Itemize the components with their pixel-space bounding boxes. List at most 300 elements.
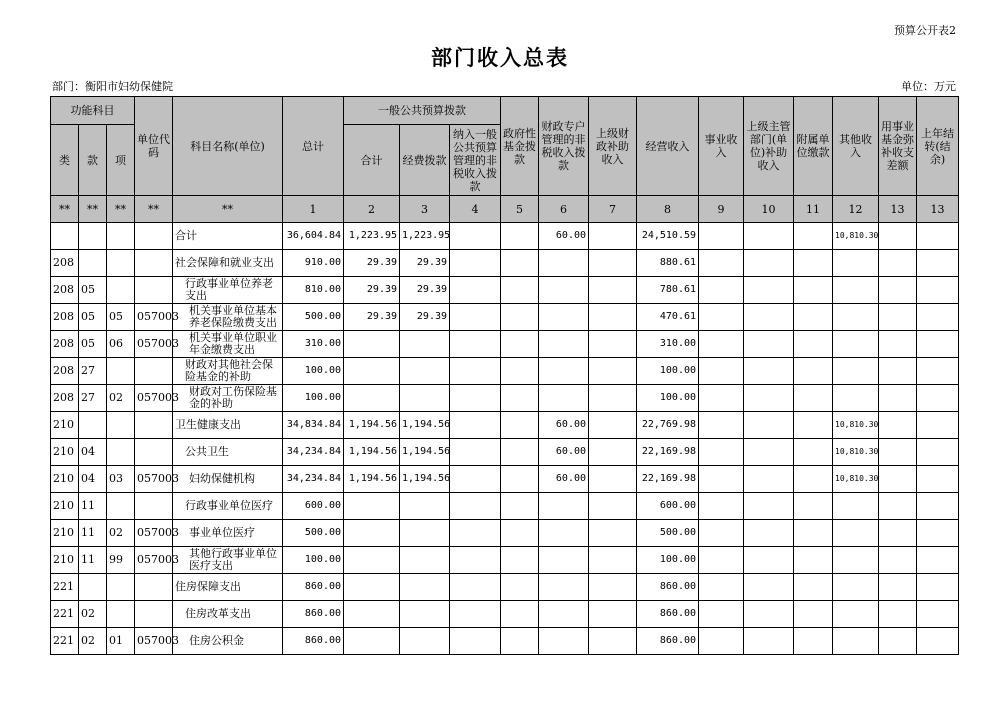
cell-carryover <box>917 466 959 493</box>
cell-unit-code: 057003 <box>135 466 173 493</box>
cell-xiang <box>107 601 135 628</box>
cell-xiang <box>107 574 135 601</box>
cell-carryover <box>917 304 959 331</box>
cell-funding <box>400 547 450 574</box>
cell-career <box>699 412 744 439</box>
cell-superior-dept <box>744 412 794 439</box>
cell-reserve-fund <box>879 250 917 277</box>
cell-reserve-fund <box>879 331 917 358</box>
cell-subtotal <box>344 547 400 574</box>
cell-reserve-fund <box>879 385 917 412</box>
cell-other: 10,810.30 <box>833 439 879 466</box>
cell-fiscal-special <box>539 547 589 574</box>
cell-kuan: 05 <box>79 304 107 331</box>
cell-unit-code <box>135 277 173 304</box>
column-index-cell: 2 <box>344 196 400 223</box>
cell-operating: 600.00 <box>637 493 699 520</box>
cell-nontax-in <box>450 574 501 601</box>
cell-kuan: 27 <box>79 385 107 412</box>
cell-carryover <box>917 493 959 520</box>
cell-superior-dept <box>744 493 794 520</box>
cell-subtotal: 1,194.56 <box>344 439 400 466</box>
cell-superior-fiscal <box>589 385 637 412</box>
cell-lei: 208 <box>51 385 79 412</box>
cell-kuan: 11 <box>79 547 107 574</box>
cell-gov-fund <box>501 277 539 304</box>
cell-fiscal-special <box>539 304 589 331</box>
cell-fiscal-special: 60.00 <box>539 439 589 466</box>
cell-other: 10,810.30 <box>833 223 879 250</box>
cell-gov-fund <box>501 439 539 466</box>
cell-kuan: 11 <box>79 520 107 547</box>
cell-lei: 210 <box>51 439 79 466</box>
cell-fiscal-special <box>539 358 589 385</box>
cell-reserve-fund <box>879 358 917 385</box>
table-row <box>51 493 959 520</box>
cell-unit-code <box>135 412 173 439</box>
cell-kuan: 02 <box>79 601 107 628</box>
cell-superior-fiscal <box>589 493 637 520</box>
cell-total: 860.00 <box>283 574 344 601</box>
cell-career <box>699 466 744 493</box>
cell-nontax-in <box>450 277 501 304</box>
cell-superior-dept <box>744 223 794 250</box>
cell-superior-dept <box>744 520 794 547</box>
cell-operating: 470.61 <box>637 304 699 331</box>
cell-xiang: 02 <box>107 385 135 412</box>
cell-fiscal-special <box>539 628 589 655</box>
column-index-cell: ** <box>135 196 173 223</box>
table-row <box>51 412 959 439</box>
cell-carryover <box>917 547 959 574</box>
cell-kuan <box>79 250 107 277</box>
table-row <box>51 250 959 277</box>
column-index-cell: ** <box>107 196 135 223</box>
cell-career <box>699 520 744 547</box>
cell-other <box>833 250 879 277</box>
cell-subject-name: 合计 <box>173 223 283 250</box>
cell-carryover <box>917 223 959 250</box>
cell-funding: 1,194.56 <box>400 439 450 466</box>
cell-operating: 100.00 <box>637 385 699 412</box>
cell-operating: 100.00 <box>637 358 699 385</box>
cell-affiliated <box>794 601 833 628</box>
cell-xiang: 03 <box>107 466 135 493</box>
cell-fiscal-special <box>539 277 589 304</box>
cell-subtotal: 29.39 <box>344 250 400 277</box>
cell-lei: 210 <box>51 520 79 547</box>
cell-superior-fiscal <box>589 358 637 385</box>
page-title: 部门收入总表 <box>431 46 569 70</box>
cell-fiscal-special <box>539 574 589 601</box>
cell-unit-code <box>135 223 173 250</box>
header-fiscal-special: 财政专户管理的非税收入拨款 <box>539 97 589 196</box>
cell-unit-code <box>135 574 173 601</box>
cell-total: 100.00 <box>283 358 344 385</box>
cell-funding <box>400 628 450 655</box>
cell-reserve-fund <box>879 412 917 439</box>
cell-carryover <box>917 277 959 304</box>
column-index-cell: 12 <box>833 196 879 223</box>
cell-affiliated <box>794 331 833 358</box>
cell-career <box>699 493 744 520</box>
cell-total: 910.00 <box>283 250 344 277</box>
cell-subject-name: 行政事业单位医疗 <box>173 493 283 520</box>
cell-total: 860.00 <box>283 628 344 655</box>
cell-subtotal <box>344 520 400 547</box>
column-index-cell: ** <box>51 196 79 223</box>
cell-affiliated <box>794 385 833 412</box>
cell-gov-fund <box>501 547 539 574</box>
cell-carryover <box>917 412 959 439</box>
cell-operating: 22,169.98 <box>637 439 699 466</box>
column-index-cell: 7 <box>589 196 637 223</box>
cell-total: 310.00 <box>283 331 344 358</box>
cell-nontax-in <box>450 439 501 466</box>
cell-nontax-in <box>450 250 501 277</box>
header-kuan: 款 <box>79 125 107 196</box>
cell-gov-fund <box>501 223 539 250</box>
cell-subject-name: 住房改革支出 <box>173 601 283 628</box>
cell-subject-name: 卫生健康支出 <box>173 412 283 439</box>
cell-reserve-fund <box>879 547 917 574</box>
table-row <box>51 385 959 412</box>
cell-fiscal-special <box>539 520 589 547</box>
header-superior-fiscal: 上级财政补助收入 <box>589 97 637 196</box>
cell-superior-fiscal <box>589 520 637 547</box>
cell-subtotal <box>344 574 400 601</box>
cell-career <box>699 304 744 331</box>
cell-lei: 221 <box>51 574 79 601</box>
column-index-cell: 13 <box>879 196 917 223</box>
cell-xiang: 01 <box>107 628 135 655</box>
cell-superior-fiscal <box>589 250 637 277</box>
cell-total: 500.00 <box>283 304 344 331</box>
cell-gov-fund <box>501 466 539 493</box>
cell-unit-code <box>135 250 173 277</box>
cell-subject-name: 事业单位医疗 <box>173 520 283 547</box>
cell-operating: 780.61 <box>637 277 699 304</box>
cell-kuan: 11 <box>79 493 107 520</box>
cell-operating: 500.00 <box>637 520 699 547</box>
cell-xiang <box>107 223 135 250</box>
cell-xiang <box>107 439 135 466</box>
cell-total: 34,834.84 <box>283 412 344 439</box>
cell-operating: 310.00 <box>637 331 699 358</box>
cell-subject-name: 公共卫生 <box>173 439 283 466</box>
cell-fiscal-special: 60.00 <box>539 223 589 250</box>
cell-xiang <box>107 277 135 304</box>
cell-reserve-fund <box>879 493 917 520</box>
cell-other <box>833 331 879 358</box>
cell-xiang <box>107 412 135 439</box>
cell-subtotal: 1,194.56 <box>344 412 400 439</box>
header-funding: 经费拨款 <box>400 125 450 196</box>
cell-affiliated <box>794 520 833 547</box>
cell-xiang: 02 <box>107 520 135 547</box>
unit-label: 单位：万元 <box>901 80 956 93</box>
column-index-cell: 11 <box>794 196 833 223</box>
cell-lei: 210 <box>51 547 79 574</box>
cell-unit-code: 057003 <box>135 520 173 547</box>
cell-lei: 208 <box>51 250 79 277</box>
cell-gov-fund <box>501 385 539 412</box>
cell-operating: 22,169.98 <box>637 466 699 493</box>
cell-superior-dept <box>744 304 794 331</box>
header-unit-code: 单位代码 <box>135 97 173 196</box>
cell-subject-name: 社会保障和就业支出 <box>173 250 283 277</box>
cell-lei <box>51 223 79 250</box>
cell-unit-code: 057003 <box>135 547 173 574</box>
table-row <box>51 439 959 466</box>
cell-carryover <box>917 385 959 412</box>
cell-operating: 880.61 <box>637 250 699 277</box>
cell-subtotal <box>344 331 400 358</box>
cell-reserve-fund <box>879 520 917 547</box>
cell-funding: 1,194.56 <box>400 412 450 439</box>
cell-fiscal-special <box>539 493 589 520</box>
cell-total: 100.00 <box>283 547 344 574</box>
cell-lei: 210 <box>51 466 79 493</box>
column-index-cell: 10 <box>744 196 794 223</box>
header-carryover: 上年结转(结余) <box>917 97 959 196</box>
cell-fiscal-special <box>539 331 589 358</box>
column-index-cell: 8 <box>637 196 699 223</box>
cell-subject-name: 财政对工伤保险基金的补助 <box>173 385 283 412</box>
cell-superior-fiscal <box>589 331 637 358</box>
cell-funding <box>400 331 450 358</box>
cell-total: 34,234.84 <box>283 439 344 466</box>
cell-gov-fund <box>501 358 539 385</box>
table-row <box>51 520 959 547</box>
cell-superior-dept <box>744 439 794 466</box>
cell-kuan: 05 <box>79 277 107 304</box>
cell-nontax-in <box>450 628 501 655</box>
cell-nontax-in <box>450 520 501 547</box>
cell-operating: 860.00 <box>637 601 699 628</box>
cell-reserve-fund <box>879 628 917 655</box>
cell-career <box>699 628 744 655</box>
cell-lei: 208 <box>51 331 79 358</box>
cell-xiang: 06 <box>107 331 135 358</box>
cell-superior-fiscal <box>589 223 637 250</box>
cell-gov-fund <box>501 493 539 520</box>
cell-affiliated <box>794 304 833 331</box>
cell-other <box>833 628 879 655</box>
cell-subject-name: 财政对其他社会保险基金的补助 <box>173 358 283 385</box>
column-index-cell: ** <box>173 196 283 223</box>
cell-carryover <box>917 439 959 466</box>
cell-affiliated <box>794 466 833 493</box>
header-gov-fund: 政府性基金拨款 <box>501 97 539 196</box>
cell-operating: 22,769.98 <box>637 412 699 439</box>
cell-affiliated <box>794 628 833 655</box>
cell-unit-code <box>135 601 173 628</box>
cell-nontax-in <box>450 358 501 385</box>
column-index-cell: 13 <box>917 196 959 223</box>
cell-operating: 860.00 <box>637 574 699 601</box>
table-row <box>51 277 959 304</box>
cell-unit-code <box>135 358 173 385</box>
cell-nontax-in <box>450 385 501 412</box>
cell-superior-dept <box>744 547 794 574</box>
column-index-cell: 1 <box>283 196 344 223</box>
cell-gov-fund <box>501 520 539 547</box>
cell-lei: 208 <box>51 358 79 385</box>
cell-funding <box>400 574 450 601</box>
cell-superior-fiscal <box>589 466 637 493</box>
cell-kuan: 04 <box>79 439 107 466</box>
cell-subject-name: 住房保障支出 <box>173 574 283 601</box>
cell-unit-code: 057003 <box>135 331 173 358</box>
cell-unit-code <box>135 493 173 520</box>
cell-career <box>699 385 744 412</box>
cell-subtotal <box>344 601 400 628</box>
cell-funding <box>400 493 450 520</box>
cell-kuan <box>79 574 107 601</box>
cell-carryover <box>917 601 959 628</box>
cell-xiang: 99 <box>107 547 135 574</box>
cell-gov-fund <box>501 574 539 601</box>
cell-reserve-fund <box>879 277 917 304</box>
cell-xiang <box>107 250 135 277</box>
cell-funding <box>400 601 450 628</box>
cell-subtotal <box>344 493 400 520</box>
cell-operating: 100.00 <box>637 547 699 574</box>
cell-other <box>833 277 879 304</box>
cell-funding: 29.39 <box>400 277 450 304</box>
cell-career <box>699 223 744 250</box>
income-summary-table <box>50 96 959 655</box>
header-subject-name: 科目名称(单位) <box>173 97 283 196</box>
cell-nontax-in <box>450 547 501 574</box>
cell-superior-fiscal <box>589 277 637 304</box>
cell-superior-dept <box>744 331 794 358</box>
cell-subtotal: 29.39 <box>344 277 400 304</box>
column-index-cell: 4 <box>450 196 501 223</box>
cell-lei: 208 <box>51 304 79 331</box>
cell-affiliated <box>794 574 833 601</box>
header-func-subject: 功能科目 <box>51 97 135 125</box>
cell-superior-dept <box>744 250 794 277</box>
cell-funding: 29.39 <box>400 250 450 277</box>
cell-career <box>699 358 744 385</box>
cell-nontax-in <box>450 493 501 520</box>
cell-affiliated <box>794 439 833 466</box>
cell-affiliated <box>794 358 833 385</box>
cell-funding: 29.39 <box>400 304 450 331</box>
header-xiang: 项 <box>107 125 135 196</box>
table-row <box>51 628 959 655</box>
cell-total: 600.00 <box>283 493 344 520</box>
cell-carryover <box>917 331 959 358</box>
table-row <box>51 466 959 493</box>
table-row <box>51 304 959 331</box>
cell-gov-fund <box>501 250 539 277</box>
header-lei: 类 <box>51 125 79 196</box>
cell-unit-code: 057003 <box>135 385 173 412</box>
header-operating: 经营收入 <box>637 97 699 196</box>
cell-superior-fiscal <box>589 547 637 574</box>
cell-career <box>699 439 744 466</box>
cell-superior-dept <box>744 601 794 628</box>
cell-superior-fiscal <box>589 439 637 466</box>
cell-subject-name: 其他行政事业单位医疗支出 <box>173 547 283 574</box>
cell-nontax-in <box>450 601 501 628</box>
cell-gov-fund <box>501 331 539 358</box>
table-row <box>51 331 959 358</box>
cell-superior-fiscal <box>589 574 637 601</box>
cell-other <box>833 493 879 520</box>
cell-total: 36,604.84 <box>283 223 344 250</box>
cell-nontax-in <box>450 412 501 439</box>
cell-other: 10,810.30 <box>833 466 879 493</box>
header-nontax-in: 纳入一般公共预算管理的非税收入拨款 <box>450 125 501 196</box>
cell-superior-fiscal <box>589 412 637 439</box>
cell-affiliated <box>794 223 833 250</box>
cell-xiang <box>107 493 135 520</box>
cell-superior-dept <box>744 277 794 304</box>
cell-funding <box>400 358 450 385</box>
cell-kuan: 27 <box>79 358 107 385</box>
cell-total: 500.00 <box>283 520 344 547</box>
table-row <box>51 601 959 628</box>
cell-career <box>699 277 744 304</box>
cell-fiscal-special: 60.00 <box>539 412 589 439</box>
cell-funding: 1,223.95 <box>400 223 450 250</box>
cell-affiliated <box>794 250 833 277</box>
cell-subject-name: 住房公积金 <box>173 628 283 655</box>
cell-gov-fund <box>501 304 539 331</box>
header-subtotal: 合计 <box>344 125 400 196</box>
cell-career <box>699 250 744 277</box>
header-affiliated: 附属单位缴款 <box>794 97 833 196</box>
cell-reserve-fund <box>879 601 917 628</box>
header-reserve-fund: 用事业基金弥补收支差额 <box>879 97 917 196</box>
header-superior-dept: 上级主管部门(单位)补助收入 <box>744 97 794 196</box>
cell-lei: 221 <box>51 628 79 655</box>
column-index-cell: 6 <box>539 196 589 223</box>
cell-lei: 210 <box>51 412 79 439</box>
cell-fiscal-special <box>539 385 589 412</box>
cell-fiscal-special <box>539 601 589 628</box>
cell-unit-code: 057003 <box>135 304 173 331</box>
cell-superior-dept <box>744 628 794 655</box>
cell-reserve-fund <box>879 466 917 493</box>
header-total: 总计 <box>283 97 344 196</box>
cell-subtotal <box>344 385 400 412</box>
cell-reserve-fund <box>879 223 917 250</box>
cell-superior-dept <box>744 466 794 493</box>
cell-subtotal: 29.39 <box>344 304 400 331</box>
cell-affiliated <box>794 547 833 574</box>
cell-total: 860.00 <box>283 601 344 628</box>
cell-other <box>833 574 879 601</box>
cell-affiliated <box>794 277 833 304</box>
cell-affiliated <box>794 412 833 439</box>
cell-lei: 221 <box>51 601 79 628</box>
cell-subject-name: 机关事业单位职业年金缴费支出 <box>173 331 283 358</box>
cell-superior-fiscal <box>589 304 637 331</box>
cell-nontax-in <box>450 331 501 358</box>
cell-total: 100.00 <box>283 385 344 412</box>
cell-carryover <box>917 520 959 547</box>
cell-fiscal-special: 60.00 <box>539 466 589 493</box>
column-index-row <box>51 196 959 223</box>
table-number-label: 预算公开表2 <box>894 24 956 37</box>
cell-carryover <box>917 574 959 601</box>
cell-gov-fund <box>501 628 539 655</box>
